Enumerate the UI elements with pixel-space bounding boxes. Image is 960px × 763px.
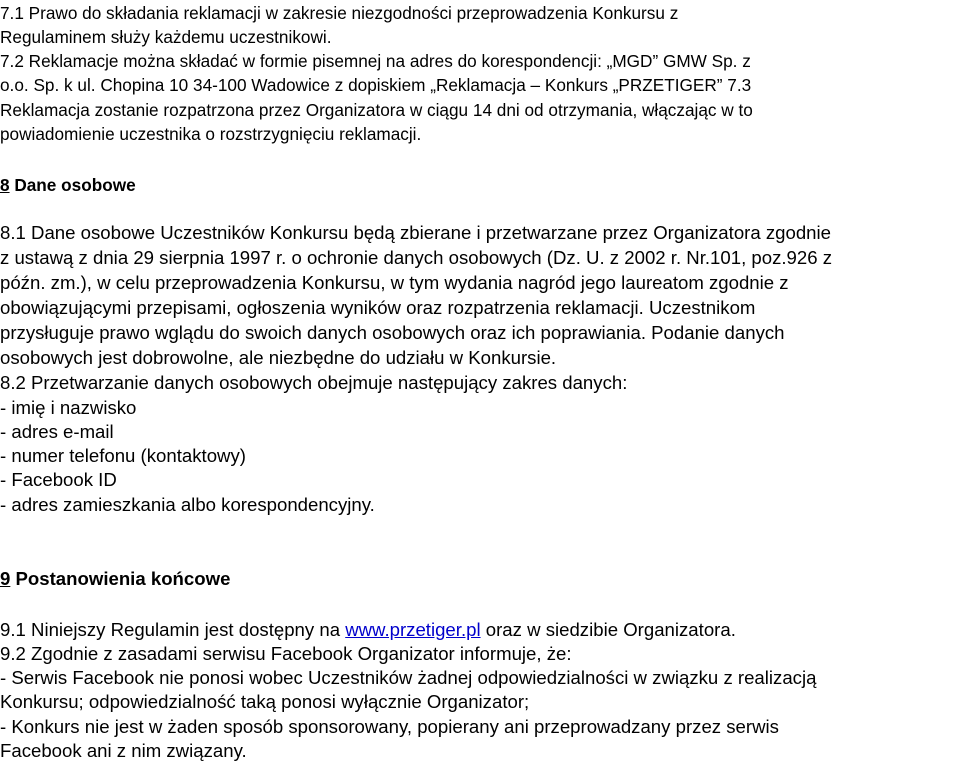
section8-line3: późn. zm.), w celu przeprowadzenia Konkursu, w tym wydania nagród jego laureatom zgodnie z: [0, 272, 789, 293]
list-item: - adres e-mail: [0, 421, 114, 442]
section8-number: 8: [0, 175, 10, 195]
section9-line1: [0, 618, 736, 641]
section8-line5: przysługuje prawo wglądu do swoich danych osobowych oraz ich poprawiania. Podanie danych: [0, 322, 785, 343]
section9-line5: - Konkurs nie jest w żaden sposób sponsorowany, popierany ani przeprowadzany przez serwis: [0, 716, 779, 737]
section8-line6: osobowych jest dobrowolne, ale niezbędne do udziału w Konkursie.: [0, 347, 557, 368]
section7-line5: Reklamacja zostanie rozpatrzona przez Organizatora w ciągu 14 dni od otrzymania, włączając w to: [0, 100, 753, 120]
list-item: - numer telefonu (kontaktowy): [0, 445, 246, 466]
list-item: - imię i nazwisko: [0, 397, 137, 418]
section7-line2: Regulaminem służy każdemu uczestnikowi.: [0, 27, 332, 47]
section8-line1: 8.1 Dane osobowe Uczestników Konkursu będą zbierane i przetwarzane przez Organizatora zgodnie: [0, 222, 831, 243]
section9-line6: Facebook ani z nim związany.: [0, 740, 247, 761]
section8-line2: z ustawą z dnia 29 sierpnia 1997 r. o ochronie danych osobowych (Dz. U. z 2002 r. Nr.101, poz.926 z: [0, 247, 833, 268]
list-item: - Facebook ID: [0, 469, 117, 490]
section8-heading: [0, 174, 136, 196]
section7-line6: powiadomienie uczestnika o rozstrzygnięciu reklamacji.: [0, 124, 422, 144]
section7-line4: o.o. Sp. k ul. Chopina 10 34-100 Wadowice z dopiskiem „Reklamacja – Konkurs „PRZETIGER” 7.3: [0, 75, 752, 95]
section9-line3: - Serwis Facebook nie ponosi wobec Uczestników żadnej odpowiedzialności w związku z realizacją: [0, 667, 817, 688]
list-item: - adres zamieszkania albo korespondencyjny.: [0, 494, 375, 515]
website-link[interactable]: www.przetiger.pl: [345, 619, 481, 640]
section9-number: 9: [0, 568, 11, 589]
section8-title: Dane osobowe: [9, 175, 136, 195]
section7-line1: 7.1 Prawo do składania reklamacji w zakresie niezgodności przeprowadzenia Konkursu z: [0, 3, 679, 23]
section9-line1-tail: oraz w siedzibie Organizatora.: [480, 619, 736, 640]
section9-heading: [0, 567, 230, 590]
section7-line3: 7.2 Reklamacje można składać w formie pisemnej na adres do korespondencji: „MGD” GMW Sp. z: [0, 51, 751, 71]
section8-line7: 8.2 Przetwarzanie danych osobowych obejmuje następujący zakres danych:: [0, 372, 628, 393]
section9-line1-text: 9.1 Niniejszy Regulamin jest dostępny na: [0, 619, 346, 640]
section9-line4: Konkursu; odpowiedzialność taką ponosi wyłącznie Organizator;: [0, 691, 530, 712]
section9-title: Postanowienia końcowe: [10, 568, 231, 589]
section8-line4: obowiązującymi przepisami, ogłoszenia wyników oraz rozpatrzenia reklamacji. Uczestnikom: [0, 297, 756, 318]
section9-line2: 9.2 Zgodnie z zasadami serwisu Facebook Organizator informuje, że:: [0, 643, 572, 664]
